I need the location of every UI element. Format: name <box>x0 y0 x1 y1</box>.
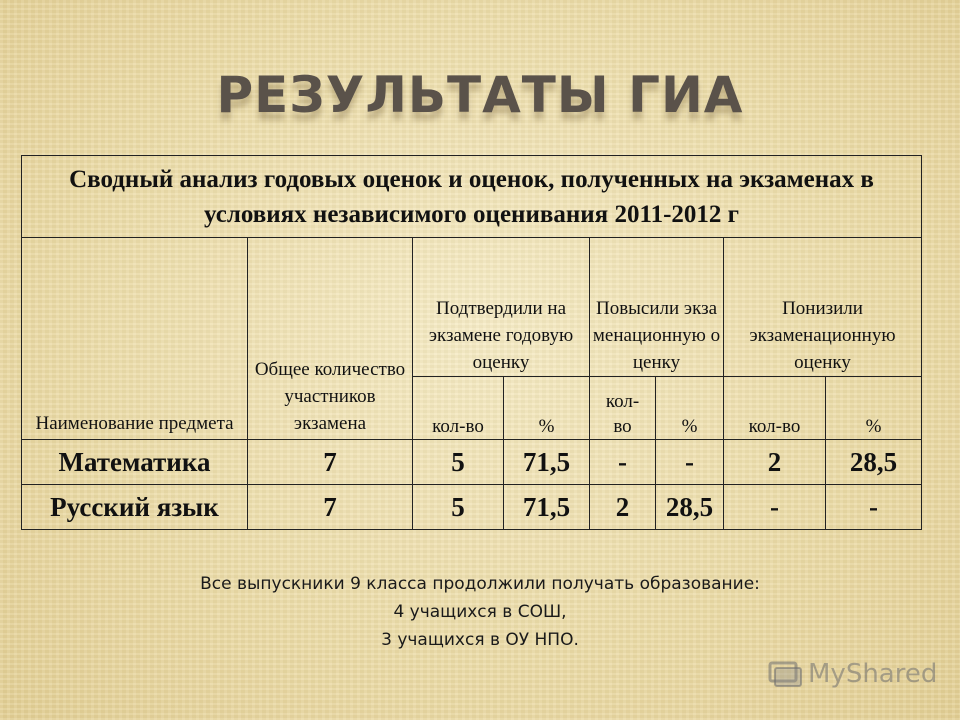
table-caption: Сводный анализ годовых оценок и оценок, полученных на экзаменах в условиях независимого оценивания 2011-2012 г <box>22 156 922 238</box>
header-subject: Наименование предмета <box>22 238 248 440</box>
cell-subject: Русский язык <box>22 485 248 530</box>
subheader-lowered-count: кол-во <box>724 377 826 440</box>
cell-confirmed-pct: 71,5 <box>504 485 590 530</box>
slides-icon <box>768 659 802 689</box>
watermark-text: MyShared <box>808 659 938 689</box>
table-row <box>22 485 922 530</box>
note-line-3: 3 учащихся в ОУ НПО. <box>381 630 579 650</box>
cell-confirmed-pct: 71,5 <box>504 440 590 485</box>
cell-raised-count: - <box>590 440 656 485</box>
header-total: Общее количество участников экзамена <box>248 238 413 440</box>
results-table <box>21 155 922 530</box>
header-raised: Повысили экзаменационную оценку <box>590 238 724 377</box>
cell-raised-count: 2 <box>590 485 656 530</box>
subheader-lowered-pct: % <box>826 377 922 440</box>
cell-lowered-pct: - <box>826 485 922 530</box>
cell-lowered-count: - <box>724 485 826 530</box>
cell-subject: Математика <box>22 440 248 485</box>
header-confirmed: Подтвердили на экзамене годовую оценку <box>413 238 590 377</box>
subheader-confirmed-pct: % <box>504 377 590 440</box>
table-row <box>22 440 922 485</box>
note-line-2: 4 учащихся в СОШ, <box>393 602 567 622</box>
watermark-logo <box>768 656 937 692</box>
cell-total: 7 <box>248 440 413 485</box>
cell-total: 7 <box>248 485 413 530</box>
cell-confirmed-count: 5 <box>413 440 504 485</box>
cell-lowered-pct: 28,5 <box>826 440 922 485</box>
cell-lowered-count: 2 <box>724 440 826 485</box>
cell-raised-pct: - <box>656 440 724 485</box>
note-line-1: Все выпускники 9 класса продолжили получать образование: <box>200 574 760 594</box>
subheader-raised-count: кол-во <box>590 377 656 440</box>
header-lowered: Понизили экзаменационную оценку <box>724 238 922 377</box>
subheader-confirmed-count: кол-во <box>413 377 504 440</box>
cell-raised-pct: 28,5 <box>656 485 724 530</box>
subheader-raised-pct: % <box>656 377 724 440</box>
cell-confirmed-count: 5 <box>413 485 504 530</box>
slide-title: РЕЗУЛЬТАТЫ ГИА <box>216 66 744 124</box>
